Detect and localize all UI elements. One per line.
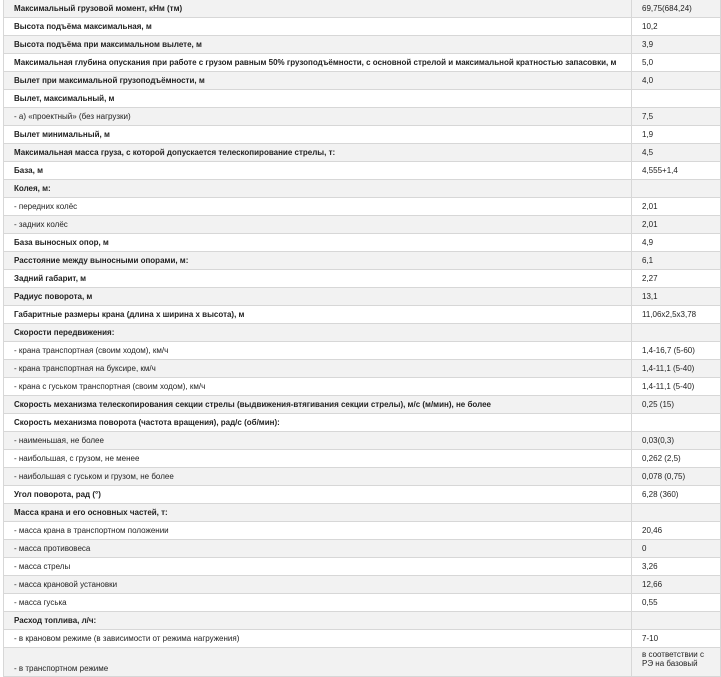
spec-value: 3,9 (632, 36, 721, 54)
spec-label: - наибольшая с гуськом и грузом, не более (4, 468, 632, 486)
spec-value: 2,27 (632, 270, 721, 288)
spec-value: 0,55 (632, 594, 721, 612)
table-row (4, 522, 721, 540)
table-row (4, 162, 721, 180)
spec-value: 4,5 (632, 144, 721, 162)
spec-value: 12,66 (632, 576, 721, 594)
spec-label: Расход топлива, л/ч: (4, 612, 632, 630)
spec-value: 13,1 (632, 288, 721, 306)
spec-label: Расстояние между выносными опорами, м: (4, 252, 632, 270)
table-row (4, 378, 721, 396)
table-row (4, 198, 721, 216)
spec-label: Габаритные размеры крана (длина х ширина х высота), м (4, 306, 632, 324)
spec-value: 1,4-11,1 (5-40) (632, 360, 721, 378)
spec-value (632, 612, 721, 630)
spec-value: 0 (632, 540, 721, 558)
table-row (4, 414, 721, 432)
spec-value: 69,75(684,24) (632, 0, 721, 18)
table-row (4, 324, 721, 342)
table-row (4, 342, 721, 360)
spec-label: - масса противовеса (4, 540, 632, 558)
spec-label: - наименьшая, не более (4, 432, 632, 450)
table-row (4, 144, 721, 162)
spec-value: 11,06х2,5х3,78 (632, 306, 721, 324)
spec-label: - масса крана в транспортном положении (4, 522, 632, 540)
table-row (4, 540, 721, 558)
table-row (4, 612, 721, 630)
spec-value: 0,25 (15) (632, 396, 721, 414)
spec-label: Скорость механизма поворота (частота вращения), рад/с (об/мин): (4, 414, 632, 432)
spec-value: 1,4-16,7 (5-60) (632, 342, 721, 360)
spec-label: - а) «проектный» (без нагрузки) (4, 108, 632, 126)
spec-label: База, м (4, 162, 632, 180)
table-row (4, 486, 721, 504)
spec-label: Задний габарит, м (4, 270, 632, 288)
table-row (4, 54, 721, 72)
table-row (4, 108, 721, 126)
spec-label: - задних колёс (4, 216, 632, 234)
spec-value (632, 180, 721, 198)
spec-value: 1,9 (632, 126, 721, 144)
spec-value (632, 90, 721, 108)
table-row (4, 90, 721, 108)
spec-value: 7,5 (632, 108, 721, 126)
spec-value: 0,078 (0,75) (632, 468, 721, 486)
table-row (4, 252, 721, 270)
table-row (4, 468, 721, 486)
spec-value: 6,1 (632, 252, 721, 270)
spec-label: Радиус поворота, м (4, 288, 632, 306)
spec-value: 20,46 (632, 522, 721, 540)
spec-label: Максимальный грузовой момент, кНм (тм) (4, 0, 632, 18)
spec-value: 2,01 (632, 216, 721, 234)
spec-value: в соответствии с РЭ на базовый (632, 648, 721, 677)
specifications-table (3, 0, 721, 677)
spec-label: - крана транспортная на буксире, км/ч (4, 360, 632, 378)
table-row (4, 630, 721, 648)
table-row (4, 558, 721, 576)
spec-label: Масса крана и его основных частей, т: (4, 504, 632, 522)
spec-label: Максимальная глубина опускания при работе с грузом равным 50% грузоподъёмности, с основной стрелой и максимальной кратностью запасовки, м (4, 54, 632, 72)
spec-label: Высота подъёма максимальная, м (4, 18, 632, 36)
spec-label: Высота подъёма при максимальном вылете, м (4, 36, 632, 54)
table-row (4, 0, 721, 18)
spec-label: Угол поворота, рад (°) (4, 486, 632, 504)
spec-label: Максимальная масса груза, с которой допускается телескопирование стрелы, т: (4, 144, 632, 162)
spec-label: - масса гуська (4, 594, 632, 612)
table-row (4, 126, 721, 144)
table-row (4, 648, 721, 677)
spec-label: Вылет при максимальной грузоподъёмности, м (4, 72, 632, 90)
table-row (4, 234, 721, 252)
spec-label: - наибольшая, с грузом, не менее (4, 450, 632, 468)
table-row (4, 36, 721, 54)
table-row (4, 270, 721, 288)
spec-label: - крана с гуськом транспортная (своим ходом), км/ч (4, 378, 632, 396)
spec-label: Скорости передвижения: (4, 324, 632, 342)
table-row (4, 396, 721, 414)
spec-value: 4,0 (632, 72, 721, 90)
spec-value: 10,2 (632, 18, 721, 36)
table-row (4, 594, 721, 612)
spec-value (632, 504, 721, 522)
table-row (4, 504, 721, 522)
spec-label: - масса крановой установки (4, 576, 632, 594)
table-row (4, 288, 721, 306)
spec-value: 4,9 (632, 234, 721, 252)
spec-value: 7-10 (632, 630, 721, 648)
spec-label: - в крановом режиме (в зависимости от режима нагружения) (4, 630, 632, 648)
spec-label: Вылет минимальный, м (4, 126, 632, 144)
spec-value (632, 324, 721, 342)
table-row (4, 432, 721, 450)
spec-value: 0,262 (2,5) (632, 450, 721, 468)
spec-label: - крана транспортная (своим ходом), км/ч (4, 342, 632, 360)
table-row (4, 216, 721, 234)
table-row (4, 450, 721, 468)
spec-value: 1,4-11,1 (5-40) (632, 378, 721, 396)
spec-label: Колея, м: (4, 180, 632, 198)
spec-label: - масса стрелы (4, 558, 632, 576)
spec-value: 6,28 (360) (632, 486, 721, 504)
spec-label: Скорость механизма телескопирования секции стрелы (выдвижения-втягивания секции стрелы), м/с (м/мин), не более (4, 396, 632, 414)
spec-value: 5,0 (632, 54, 721, 72)
spec-label: - в транспортном режиме (4, 648, 632, 677)
table-row (4, 360, 721, 378)
table-row (4, 18, 721, 36)
specifications-table-body (4, 0, 721, 677)
spec-label: База выносных опор, м (4, 234, 632, 252)
spec-value: 3,26 (632, 558, 721, 576)
table-row (4, 180, 721, 198)
table-row (4, 576, 721, 594)
spec-label: - передних колёс (4, 198, 632, 216)
spec-label: Вылет, максимальный, м (4, 90, 632, 108)
table-row (4, 306, 721, 324)
table-row (4, 72, 721, 90)
spec-value: 2,01 (632, 198, 721, 216)
spec-value: 4,555+1,4 (632, 162, 721, 180)
spec-value (632, 414, 721, 432)
spec-value: 0,03(0,3) (632, 432, 721, 450)
